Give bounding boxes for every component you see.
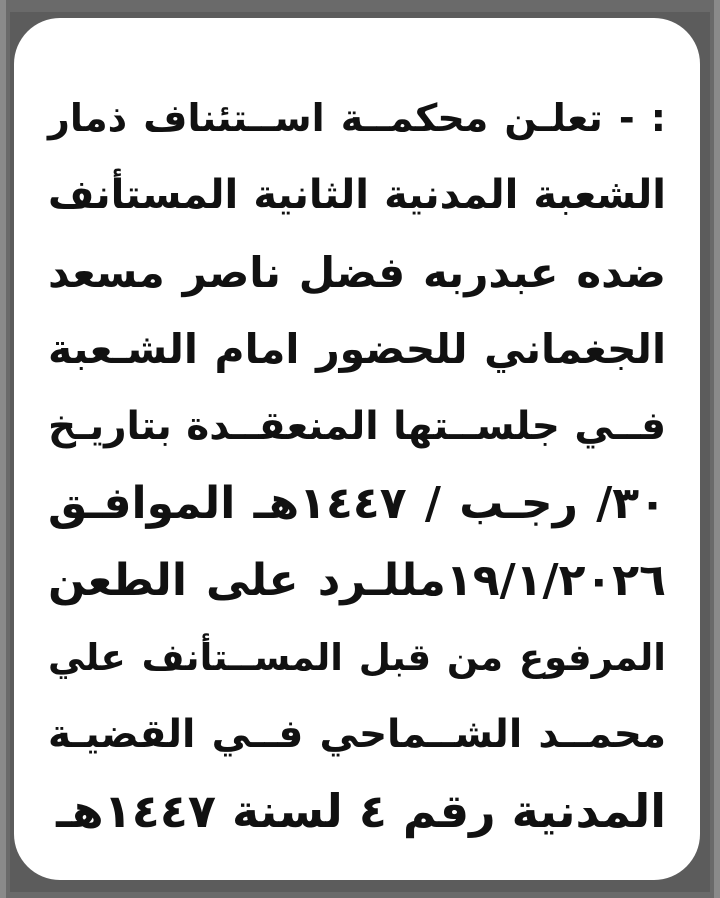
notice-line-8: المرفوع من قبل المســتأنف علي <box>48 636 666 679</box>
notice-line-10: المدنية رقم ٤ لسنة ١٤٤٧هـ <box>56 784 666 838</box>
notice-line-5: فــي جلســتها المنعقــدة بتاريـخ <box>48 404 666 449</box>
notice-line-7: ١٩/١/٢٠٢٦مللـرد على الطعن <box>48 555 666 606</box>
notice-card <box>14 18 700 880</box>
notice-line-2: الشعبة المدنية الثانية المستأنف <box>48 172 666 218</box>
notice-line-6: ٣٠/ رجـب / ١٤٤٧هـ الموافـق <box>48 478 666 529</box>
notice-line-1: : - تعلـن محكمــة اســتئناف ذمار <box>48 96 666 140</box>
notice-line-3: ضده عبدربه فضل ناصر مسعد <box>48 248 666 297</box>
notice-line-4: الجغماني للحضور امام الشـعبة <box>48 325 666 373</box>
notice-line-9: محمــد الشــماحي فــي القضيـة <box>48 712 666 757</box>
